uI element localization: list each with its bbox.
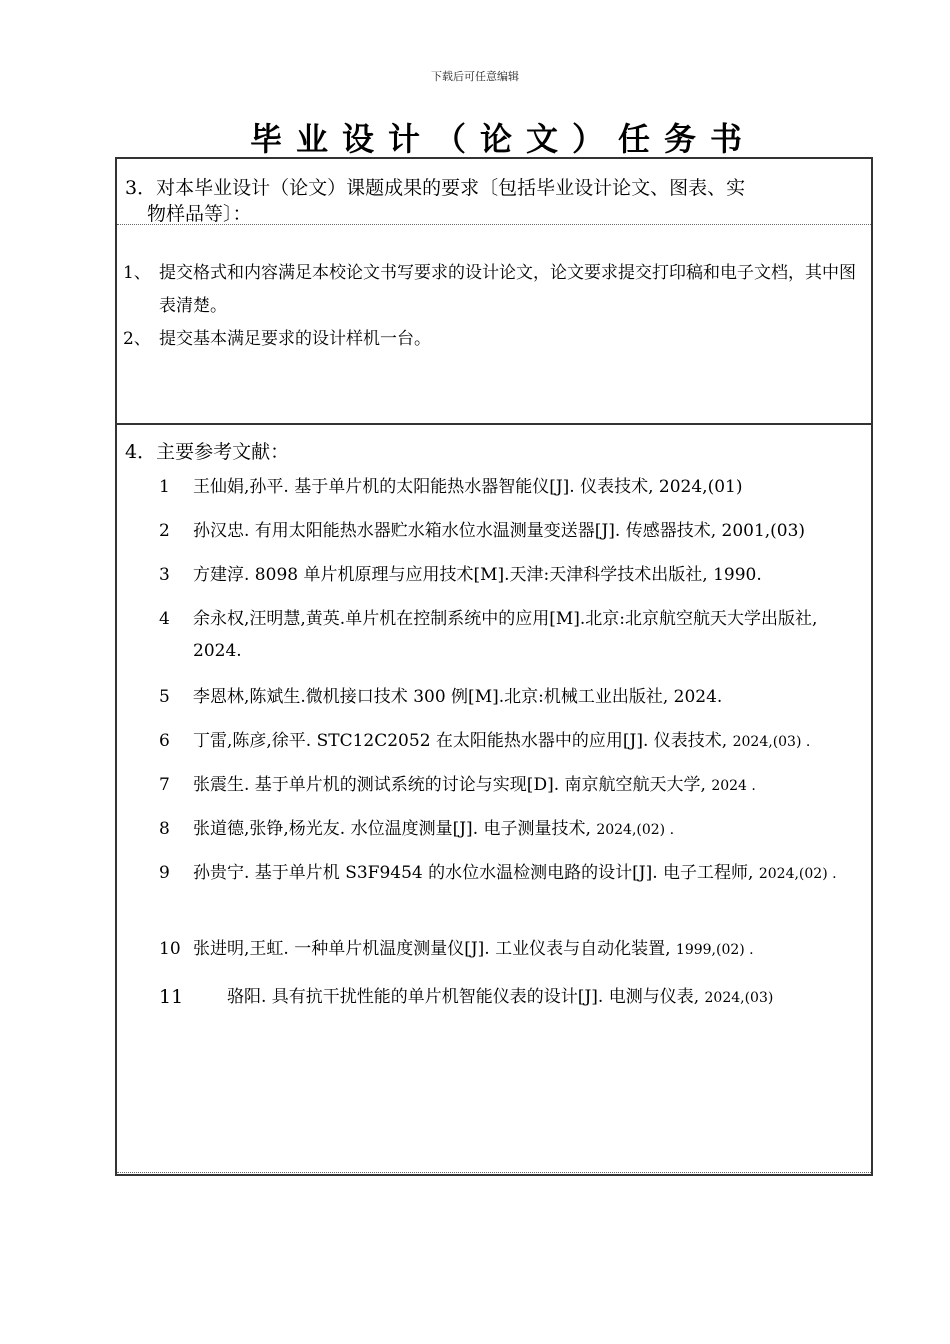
reference-text bbox=[193, 559, 865, 592]
header-note: 下载后可任意编辑 bbox=[431, 70, 519, 83]
list-item bbox=[123, 323, 863, 356]
reference-tail: 2024,(02) . bbox=[758, 866, 837, 882]
reference-tail: 1999,(02) . bbox=[675, 942, 754, 958]
reference-tail: 2024 . bbox=[711, 778, 756, 794]
reference-text bbox=[193, 769, 865, 802]
reference-tail: 2024,(02) . bbox=[596, 822, 675, 838]
list-item bbox=[123, 257, 863, 323]
reference-body: 张进明,王虹. 一种单片机温度测量仪[J]. 工业仪表与自动化装置, bbox=[193, 939, 676, 959]
reference-body: 方建淳. 8098 单片机原理与应用技术[M].天津:天津科学技术出版社, 1990. bbox=[193, 565, 762, 585]
section-divider bbox=[117, 423, 871, 425]
reference-body: 丁雷,陈彦,徐平. STC12C2052 在太阳能热水器中的应用[J]. 仪表技术, bbox=[193, 731, 733, 751]
reference-number: 11 bbox=[159, 986, 184, 1008]
section3-heading-line1: 3．对本毕业设计（论文）课题成果的要求〔包括毕业设计论文、图表、实 bbox=[125, 177, 746, 199]
reference-tail: 2024,(03) bbox=[704, 990, 774, 1006]
reference-text bbox=[227, 981, 867, 1014]
reference-number: 4 bbox=[159, 609, 170, 629]
reference-body: 张震生. 基于单片机的测试系统的讨论与实现[D]. 南京航空航天大学, bbox=[193, 775, 712, 795]
item-number: 1、 bbox=[123, 263, 151, 283]
reference-text bbox=[193, 603, 865, 668]
reference-number: 10 bbox=[159, 939, 181, 959]
section3-heading bbox=[125, 175, 861, 227]
reference-text bbox=[193, 681, 865, 714]
item-text: 提交格式和内容满足本校论文书写要求的设计论文，论文要求提交打印稿和电子文档，其中图表清楚。 bbox=[159, 263, 856, 316]
reference-body: 张道德,张铮,杨光友. 水位温度测量[J]. 电子测量技术, bbox=[193, 819, 597, 839]
item-number: 2、 bbox=[123, 329, 151, 349]
page-title: 毕业设计（论文）任务书 bbox=[249, 120, 756, 158]
section4-heading: 4．主要参考文献： bbox=[125, 441, 290, 463]
reference-number: 3 bbox=[159, 565, 170, 585]
reference-tail: 2024,(03) . bbox=[732, 734, 811, 750]
reference-number: 6 bbox=[159, 731, 170, 751]
reference-text bbox=[193, 515, 865, 548]
section3-heading-line2: 物样品等〕： bbox=[147, 203, 252, 225]
reference-number: 5 bbox=[159, 687, 170, 707]
reference-number: 2 bbox=[159, 521, 170, 541]
reference-text bbox=[193, 857, 865, 890]
reference-body: 李恩林,陈斌生.微机接口技术 300 例[M].北京:机械工业出版社, 2024. bbox=[193, 687, 723, 707]
task-table bbox=[115, 157, 873, 1176]
bottom-divider bbox=[117, 1172, 871, 1173]
reference-body: 王仙娟,孙平. 基于单片机的太阳能热水器智能仪[J]. 仪表技术, 2024,(01) bbox=[193, 477, 743, 497]
reference-number: 9 bbox=[159, 863, 170, 883]
item-text: 提交基本满足要求的设计样机一台。 bbox=[159, 329, 431, 349]
reference-body: 余永权,汪明慧,黄英.单片机在控制系统中的应用[M].北京:北京航空航天大学出版社, 2024. bbox=[193, 609, 818, 661]
reference-number: 7 bbox=[159, 775, 170, 795]
reference-body: 孙汉忠. 有用太阳能热水器贮水箱水位水温测量变送器[J]. 传感器技术, 2001,(03) bbox=[193, 521, 806, 541]
reference-text bbox=[193, 471, 865, 504]
reference-number: 8 bbox=[159, 819, 170, 839]
reference-text bbox=[193, 933, 865, 966]
reference-body: 骆阳. 具有抗干扰性能的单片机智能仪表的设计[J]. 电测与仪表, bbox=[227, 987, 705, 1007]
requirements-list bbox=[123, 257, 863, 356]
reference-number: 1 bbox=[159, 477, 170, 497]
reference-body: 孙贵宁. 基于单片机 S3F9454 的水位水温检测电路的设计[J]. 电子工程师, bbox=[193, 863, 759, 883]
reference-text bbox=[193, 813, 865, 846]
reference-text bbox=[193, 725, 865, 758]
